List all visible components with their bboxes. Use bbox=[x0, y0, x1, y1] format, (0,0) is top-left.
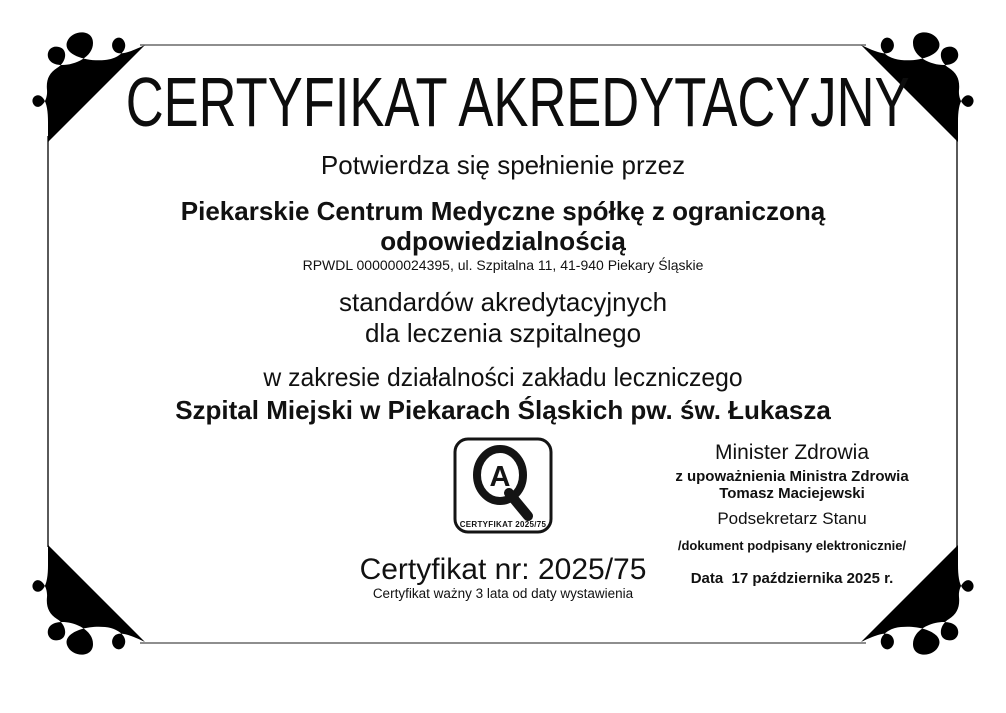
organization-registry: RPWDL 000000024395, ul. Szpitalna 11, 41-940 Piekary Śląskie bbox=[302, 257, 704, 273]
standards-line-1: standardów akredytacyjnych bbox=[338, 287, 668, 317]
authority-name: Minister Zdrowia bbox=[714, 441, 870, 464]
organization-name: Piekarskie Centrum Medyczne spółkę z ograniczoną odpowiedzialnością bbox=[180, 196, 826, 256]
confirmation-intro: Potwierdza się spełnienie przez bbox=[320, 150, 686, 180]
standards-line-2: dla leczenia szpitalnego bbox=[364, 318, 642, 348]
facility-name: Szpital Miejski w Piekarach Śląskich pw. św. Łukasza bbox=[175, 395, 831, 425]
certificate-number-block bbox=[253, 553, 753, 602]
seal-a-letter: A bbox=[489, 461, 511, 493]
issue-date: Data 17 października 2025 r. bbox=[690, 570, 894, 587]
scope-intro: w zakresie działalności zakładu leczniczego bbox=[263, 362, 743, 392]
signer-name: Tomasz Maciejewski bbox=[719, 485, 865, 502]
validity-note: Certyfikat ważny 3 lata od daty wystawienia bbox=[372, 586, 634, 601]
signing-method-note: /dokument podpisany elektronicznie/ bbox=[677, 538, 907, 553]
certificate-number: Certyfikat nr: 2025/75 bbox=[359, 553, 647, 586]
signer-title: Podsekretarz Stanu bbox=[717, 509, 867, 528]
corner-flourish-bottom-left bbox=[15, 545, 145, 675]
certificate-title: CERTYFIKAT AKREDYTACYJNY bbox=[125, 63, 910, 141]
frame-line-bottom bbox=[140, 642, 866, 644]
authorization-line: z upoważnienia Ministra Zdrowia bbox=[675, 468, 909, 485]
seal-caption: CERTYFIKAT 2025/75 bbox=[459, 520, 547, 529]
accreditation-seal bbox=[453, 437, 553, 534]
standards-statement bbox=[0, 287, 1006, 349]
frame-line-top bbox=[140, 44, 866, 46]
